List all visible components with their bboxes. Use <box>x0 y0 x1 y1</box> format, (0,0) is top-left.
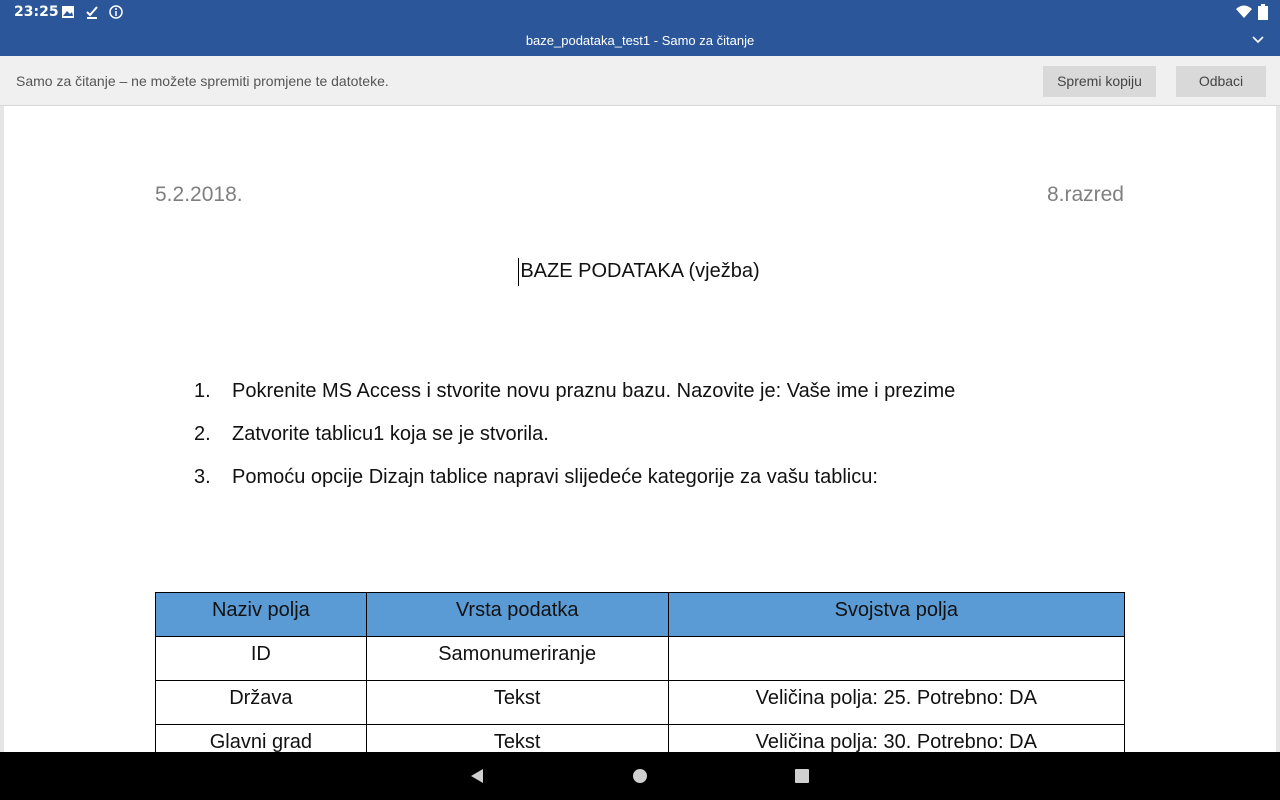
back-icon[interactable] <box>467 766 487 786</box>
table-row <box>156 725 1125 753</box>
list-text: Pokrenite MS Access i stvorite novu praznu bazu. Nazovite je: Vaše ime i prezime <box>232 380 956 402</box>
column-header: Svojstva polja <box>668 593 1124 637</box>
fields-table <box>155 592 1125 752</box>
status-time: 23:25 <box>14 4 59 20</box>
status-bar <box>0 0 1280 26</box>
read-only-info-bar <box>0 56 1280 106</box>
read-only-message: Samo za čitanje – ne možete spremiti promjene te datoteke. <box>16 73 389 89</box>
status-icons <box>60 4 124 20</box>
navigation-bar <box>0 752 1280 800</box>
check-icon <box>84 4 100 20</box>
document-page[interactable] <box>4 106 1276 752</box>
table-cell <box>668 637 1124 681</box>
table-cell: Tekst <box>366 681 668 725</box>
instruction-list <box>194 380 955 509</box>
list-item <box>194 466 955 509</box>
image-icon <box>60 4 76 20</box>
save-copy-button[interactable]: Spremi kopiju <box>1043 66 1156 97</box>
document-heading: BAZE PODATAKA (vježba) <box>520 260 760 282</box>
list-number: 3. <box>194 466 211 488</box>
table-cell: ID <box>156 637 367 681</box>
header-date: 5.2.2018. <box>155 183 243 206</box>
table-cell: Glavni grad <box>156 725 367 753</box>
table-cell: Samonumeriranje <box>366 637 668 681</box>
table-header-row <box>156 593 1125 637</box>
info-icon <box>108 4 124 20</box>
list-text: Zatvorite tablicu1 koja se je stvorila. <box>232 423 549 445</box>
recents-icon[interactable] <box>792 766 812 786</box>
table-row <box>156 681 1125 725</box>
header-grade: 8.razred <box>1046 183 1124 206</box>
chevron-down-icon[interactable] <box>1250 32 1266 48</box>
table-cell: Tekst <box>366 725 668 753</box>
table-cell: Veličina polja: 30. Potrebno: DA <box>668 725 1124 753</box>
table-cell: Veličina polja: 25. Potrebno: DA <box>668 681 1124 725</box>
wifi-icon <box>1236 5 1252 24</box>
list-number: 1. <box>194 380 211 402</box>
list-item <box>194 423 955 466</box>
discard-button[interactable]: Odbaci <box>1176 66 1266 97</box>
table-cell: Država <box>156 681 367 725</box>
status-right <box>1236 4 1268 25</box>
column-header: Vrsta podatka <box>366 593 668 637</box>
table-row <box>156 637 1125 681</box>
home-icon[interactable] <box>630 766 650 786</box>
title-bar <box>0 26 1280 56</box>
list-text: Pomoću opcije Dizajn tablice napravi slijedeće kategorije za vašu tablicu: <box>232 466 878 488</box>
document-area[interactable] <box>0 106 1280 752</box>
battery-icon <box>1258 4 1268 25</box>
list-item <box>194 380 955 423</box>
list-number: 2. <box>194 423 211 445</box>
document-title-bar[interactable]: baze_podataka_test1 - Samo za čitanje <box>525 33 755 48</box>
column-header: Naziv polja <box>156 593 367 637</box>
